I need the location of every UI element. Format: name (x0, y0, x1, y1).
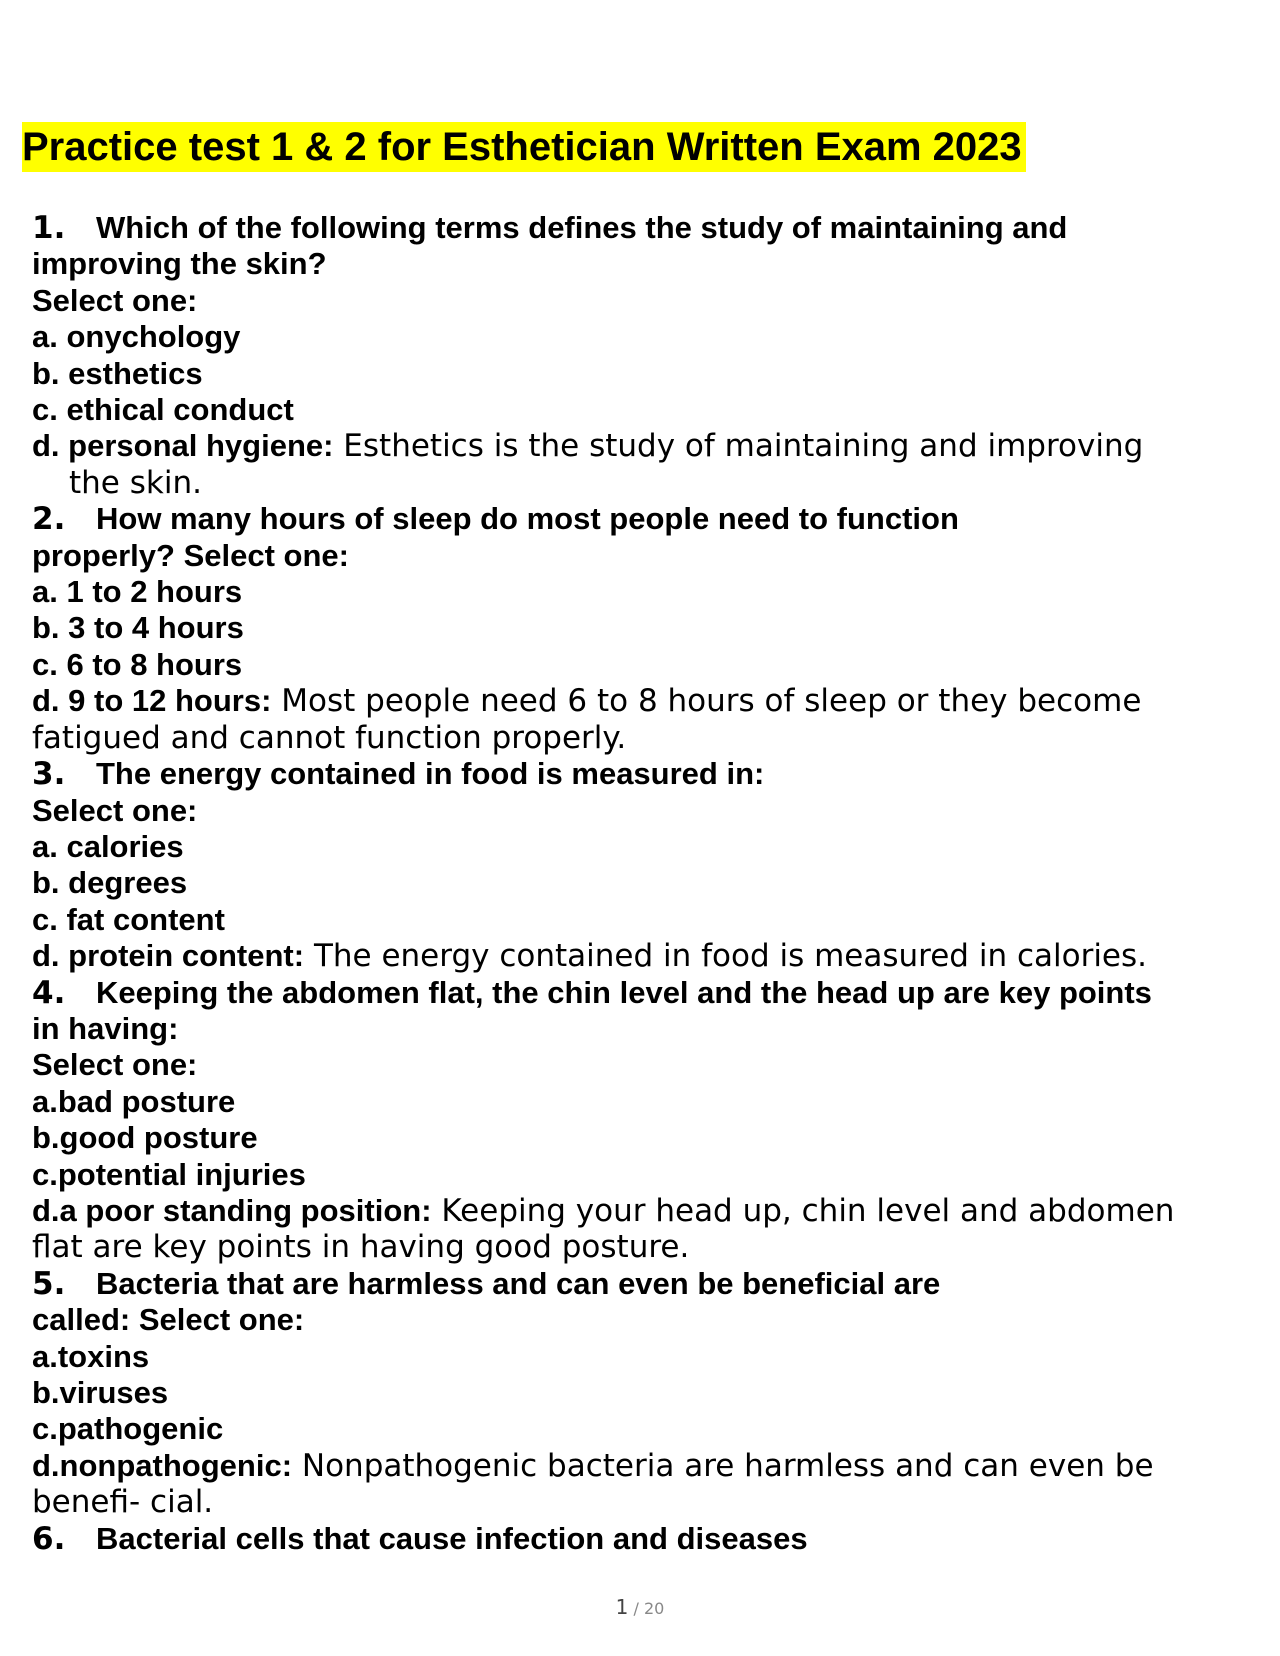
option-b: b.viruses (32, 1375, 169, 1410)
explanation-cont: flat are key points in having good posture. (32, 1229, 690, 1266)
question-text: The energy contained in food is measured in: (96, 756, 765, 792)
explanation: Esthetics is the study of maintaining and improving (333, 428, 1144, 465)
option-a: a.bad posture (32, 1083, 236, 1119)
option-d-label: d. personal hygiene: (32, 428, 334, 464)
option-c: c. 6 to 8 hours (32, 646, 243, 682)
option-a: a. onychology (32, 319, 241, 355)
question-text: Which of the following terms defines the study of maintaining and (96, 210, 1068, 245)
select-prompt: Select one: (32, 792, 198, 828)
option-d-label: d. 9 to 12 hours: (32, 683, 272, 719)
question-5 (32, 1266, 1262, 1302)
option-a: a. 1 to 2 hours (32, 574, 243, 610)
option-d-label: d.a poor standing position: (32, 1192, 432, 1228)
question-text: Bacterial cells that cause infection and diseases (96, 1520, 808, 1556)
option-d (32, 1448, 1262, 1484)
explanation-cont: the skin. (69, 464, 202, 501)
question-number: 4. (32, 974, 66, 1011)
option-d (32, 683, 1262, 719)
option-b: b. 3 to 4 hours (32, 610, 244, 646)
option-c: c. ethical conduct (32, 392, 294, 428)
explanation: Most people need 6 to 8 hours of sleep or they become (271, 683, 1142, 720)
question-text-cont: properly? Select one: (32, 537, 349, 573)
question-3 (32, 756, 1262, 792)
select-prompt: Select one: (32, 1047, 198, 1083)
option-a: a. calories (32, 828, 184, 864)
question-number: 1. (32, 210, 66, 246)
document-title: Practice test 1 & 2 for Esthetician Written Exam 2023 (22, 122, 1026, 172)
option-a: a.toxins (32, 1338, 150, 1374)
question-number: 2. (32, 501, 66, 538)
question-1 (32, 210, 1262, 246)
question-text: Keeping the abdomen flat, the chin level and the head up are key points (96, 974, 1152, 1010)
option-d-label: d. protein content: (32, 938, 305, 974)
option-b: b. degrees (32, 865, 188, 901)
option-d (32, 938, 1262, 974)
question-text: How many hours of sleep do most people need to function (96, 501, 959, 537)
select-prompt: Select one: (32, 282, 198, 318)
total-pages: / 20 (633, 1599, 665, 1618)
explanation: The energy contained in food is measured in calories. (304, 938, 1148, 975)
option-c: c.pathogenic (32, 1411, 224, 1447)
question-2 (32, 501, 1262, 537)
question-text-cont: in having: (32, 1010, 179, 1046)
question-list (32, 210, 1262, 1557)
option-d-label: d.nonpathogenic: (32, 1447, 293, 1483)
explanation: Keeping your head up, chin level and abdomen (431, 1192, 1175, 1229)
question-text: Bacteria that are harmless and can even be beneficial are (96, 1265, 941, 1301)
option-c: c. fat content (32, 901, 225, 937)
option-d (32, 1193, 1262, 1229)
question-4 (32, 975, 1262, 1011)
explanation-cont: fatigued and cannot function properly. (32, 719, 627, 756)
question-number: 3. (32, 756, 66, 793)
option-b: b. esthetics (32, 355, 203, 391)
question-number: 6. (32, 1520, 66, 1557)
option-d (32, 428, 1262, 464)
page-indicator (0, 1595, 1280, 1619)
question-6 (32, 1521, 1262, 1557)
current-page: 1 (615, 1595, 629, 1619)
option-b: b.good posture (32, 1120, 258, 1156)
question-text-cont: improving the skin? (32, 246, 327, 282)
option-c: c.potential injuries (32, 1156, 306, 1192)
explanation: Nonpathogenic bacteria are harmless and can even be (292, 1447, 1154, 1484)
explanation-cont: benefi- cial. (32, 1484, 214, 1521)
question-number: 5. (32, 1265, 66, 1302)
question-text-cont: called: Select one: (32, 1302, 305, 1338)
